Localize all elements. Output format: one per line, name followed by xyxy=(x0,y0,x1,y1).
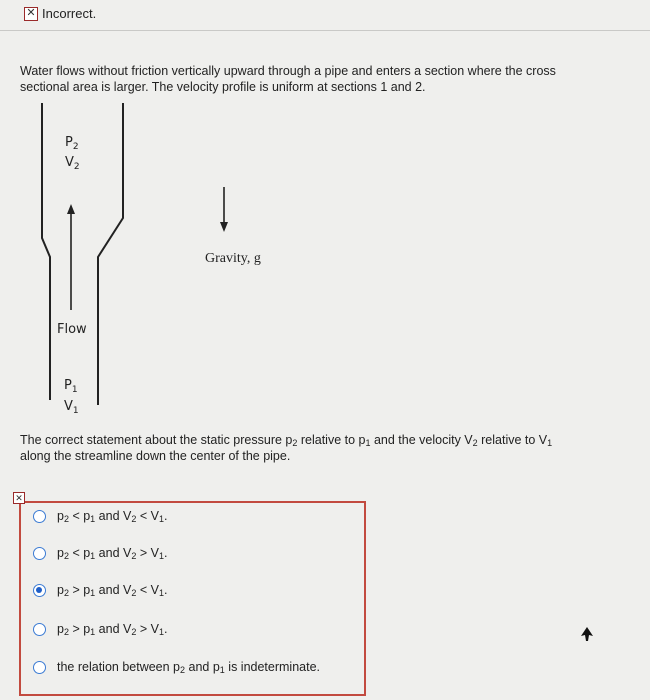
question-line-2: along the streamline down the center of the pipe. xyxy=(20,449,291,463)
radio-button[interactable] xyxy=(33,510,46,523)
radio-button[interactable] xyxy=(33,623,46,636)
status-text: Incorrect. xyxy=(42,6,97,21)
incorrect-marker-icon: ✕ xyxy=(13,492,25,504)
radio-button[interactable] xyxy=(33,661,46,674)
label-v2: $V_2$ xyxy=(65,155,80,172)
flow-label: Flow xyxy=(57,322,87,337)
label-p2: $P_2$ xyxy=(65,135,79,152)
problem-line-2: sectional area is larger. The velocity profile is uniform at sections 1 and 2. xyxy=(20,80,426,94)
radio-button-selected[interactable] xyxy=(33,584,46,597)
pipe-diagram xyxy=(40,90,340,425)
option-label: $p_2 < p_1$ and $V_2 > V_1$. xyxy=(57,546,168,561)
gravity-arrow-icon xyxy=(220,222,228,232)
problem-line-1: Water flows without friction vertically upward through a pipe and enters a section where the cross xyxy=(20,64,556,78)
question-text xyxy=(20,432,640,464)
pipe-left-wall xyxy=(42,103,50,400)
flow-arrow-icon xyxy=(67,204,75,214)
status-indicator xyxy=(24,6,96,21)
option-label: $p_2 > p_1$ and $V_2 > V_1$. xyxy=(57,622,168,637)
option-2[interactable] xyxy=(33,546,167,560)
pipe-right-wall xyxy=(98,103,123,405)
option-4[interactable] xyxy=(33,622,167,636)
option-label: $p_2 < p_1$ and $V_2 < V_1$. xyxy=(57,509,168,524)
option-1[interactable] xyxy=(33,509,167,523)
radio-button[interactable] xyxy=(33,547,46,560)
question-line-1: The correct statement about the static pressure $p_2$ relative to $p_1$ and the velocity $V_2$ relative to $V_1$ xyxy=(20,433,553,448)
divider xyxy=(0,30,650,31)
option-3[interactable] xyxy=(33,583,167,597)
mouse-cursor-icon xyxy=(580,627,594,643)
label-v1: $V_1$ xyxy=(64,399,79,416)
gravity-label: Gravity, g xyxy=(205,251,261,266)
option-label: the relation between $p_2$ and $p_1$ is indeterminate. xyxy=(57,660,320,675)
x-mark-icon: ✕ xyxy=(24,7,38,21)
label-p1: $P_1$ xyxy=(64,378,78,395)
option-5[interactable] xyxy=(33,660,320,674)
option-label: $p_2 > p_1$ and $V_2 < V_1$. xyxy=(57,583,168,598)
